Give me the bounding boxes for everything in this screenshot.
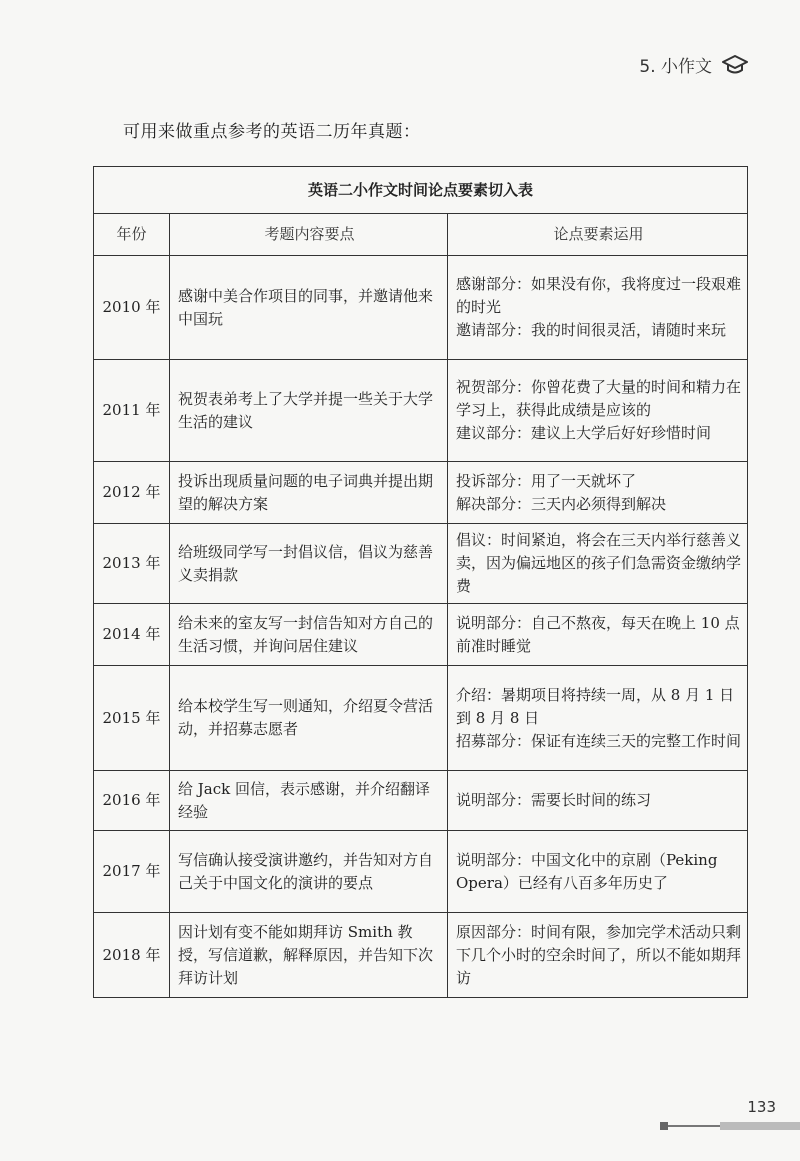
row-year: 2016 年	[94, 771, 170, 831]
column-header-topic: 考题内容要点	[170, 214, 448, 256]
row-year: 2017 年	[94, 831, 170, 913]
page-number: 133	[747, 1098, 776, 1116]
graduation-cap-icon	[722, 54, 748, 76]
section-header	[639, 52, 748, 77]
usage-line: 招募部分：保证有连续三天的完整工作时间	[456, 731, 742, 750]
usage-line: 投诉部分：用了一天就坏了	[456, 471, 637, 490]
usage-line: 解决部分：三天内必须得到解决	[456, 494, 667, 513]
row-topic: 给班级同学写一封倡议信，倡议为慈善义卖捐款	[170, 524, 448, 604]
row-topic: 给 Jack 回信，表示感谢，并介绍翻译经验	[170, 771, 448, 831]
table-row	[94, 771, 748, 831]
column-header-year: 年份	[94, 214, 170, 256]
row-topic: 因计划有变不能如期拜访 Smith 教授，写信道歉，解释原因，并告知下次拜访计划	[170, 913, 448, 998]
row-topic: 感谢中美合作项目的同事，并邀请他来中国玩	[170, 256, 448, 360]
table-row	[94, 604, 748, 666]
usage-line: 原因部分：时间有限，参加完学术活动只剩下几个小时的空余时间了，所以不能如期拜访	[456, 922, 742, 987]
row-usage	[448, 524, 748, 604]
usage-line: 说明部分：需要长时间的练习	[456, 791, 652, 809]
usage-line: 说明部分：自己不熬夜，每天在晚上 10 点前准时睡觉	[456, 613, 740, 655]
row-topic: 给未来的室友写一封信告知对方自己的生活习惯，并询问居住建议	[170, 604, 448, 666]
usage-line: 邀请部分：我的时间很灵活，请随时来玩	[456, 321, 727, 339]
table-row	[94, 360, 748, 462]
usage-line: 建议部分：建议上大学后好好珍惜时间	[456, 424, 712, 442]
usage-line: 倡议：时间紧迫，将会在三天内举行慈善义卖，因为偏远地区的孩子们急需资金缴纳学费	[456, 531, 742, 595]
essay-table	[93, 166, 748, 998]
row-usage	[448, 913, 748, 998]
table-row	[94, 831, 748, 913]
row-year: 2013 年	[94, 524, 170, 604]
table-row	[94, 666, 748, 771]
row-year: 2014 年	[94, 604, 170, 666]
usage-line: 介绍：暑期项目将持续一周，从 8 月 1 日到 8 月 8 日	[456, 685, 735, 727]
row-year: 2018 年	[94, 913, 170, 998]
column-header-usage: 论点要素运用	[448, 214, 748, 256]
row-topic: 给本校学生写一则通知，介绍夏令营活动，并招募志愿者	[170, 666, 448, 771]
row-year: 2012 年	[94, 462, 170, 524]
row-usage	[448, 256, 748, 360]
row-year: 2010 年	[94, 256, 170, 360]
row-usage	[448, 604, 748, 666]
row-usage	[448, 831, 748, 913]
footer-decoration	[660, 1122, 800, 1134]
row-topic: 投诉出现质量问题的电子词典并提出期望的解决方案	[170, 462, 448, 524]
intro-text: 可用来做重点参考的英语二历年真题：	[123, 122, 421, 142]
table-row	[94, 462, 748, 524]
row-usage	[448, 666, 748, 771]
row-topic: 写信确认接受演讲邀约，并告知对方自己关于中国文化的演讲的要点	[170, 831, 448, 913]
section-title: 5. 小作文	[639, 57, 712, 77]
table-row	[94, 913, 748, 998]
row-usage	[448, 462, 748, 524]
row-usage	[448, 360, 748, 462]
row-year: 2011 年	[94, 360, 170, 462]
row-usage	[448, 771, 748, 831]
row-year: 2015 年	[94, 666, 170, 771]
row-topic: 祝贺表弟考上了大学并提一些关于大学生活的建议	[170, 360, 448, 462]
usage-line: 祝贺部分：你曾花费了大量的时间和精力在学习上，获得此成绩是应该的	[456, 378, 742, 419]
table-row	[94, 524, 748, 604]
table-title: 英语二小作文时间论点要素切入表	[94, 167, 748, 214]
usage-line: 感谢部分：如果没有你，我将度过一段艰难的时光	[456, 275, 742, 316]
table-row	[94, 256, 748, 360]
usage-line: 说明部分：中国文化中的京剧（Peking Opera）已经有八百多年历史了	[456, 850, 718, 892]
